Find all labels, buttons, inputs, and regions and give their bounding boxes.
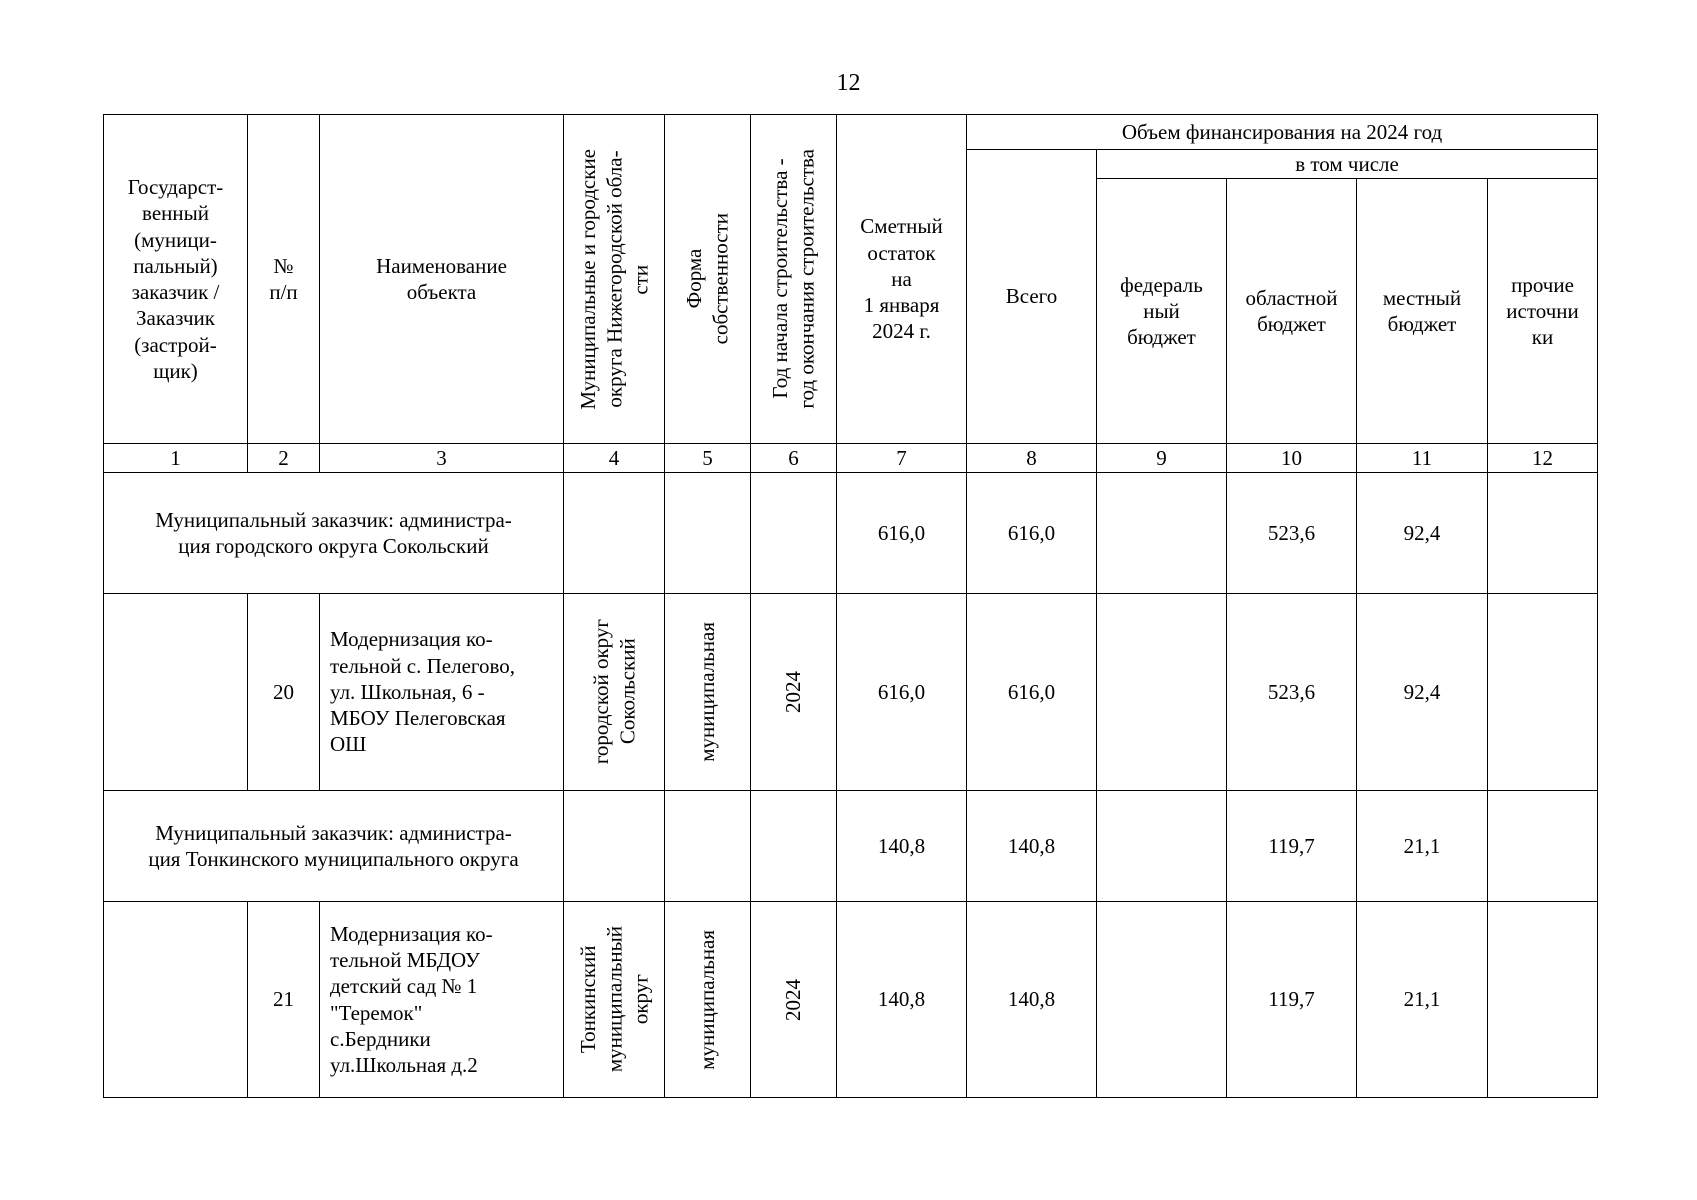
header-municipality: Муниципальные и городские округа Нижегородской обла- сти xyxy=(564,115,665,444)
column-number: 2 xyxy=(248,444,320,473)
object-name-cell: Модернизация ко- тельной с. Пелегово, ул. Школьная, 6 - МБОУ Пелеговская ОШ xyxy=(320,594,564,791)
ownership-cell xyxy=(665,473,751,594)
federal-cell xyxy=(1097,473,1227,594)
customer-cell: Муниципальный заказчик: администра- ция Тонкинского муниципального округа xyxy=(104,791,564,902)
header-ownership: Форма собственности xyxy=(665,115,751,444)
years-cell: 2024 xyxy=(751,902,837,1098)
header-including: в том числе xyxy=(1097,150,1598,179)
column-number: 1 xyxy=(104,444,248,473)
regional-cell: 523,6 xyxy=(1227,473,1357,594)
column-number: 11 xyxy=(1357,444,1488,473)
total-cell: 140,8 xyxy=(967,791,1097,902)
column-number: 6 xyxy=(751,444,837,473)
header-financing: Объем финансирования на 2024 год xyxy=(967,115,1598,150)
balance-cell: 140,8 xyxy=(837,902,967,1098)
regional-cell: 523,6 xyxy=(1227,594,1357,791)
total-cell: 616,0 xyxy=(967,594,1097,791)
other-cell xyxy=(1488,594,1598,791)
column-number: 7 xyxy=(837,444,967,473)
header-years: Год начала строительства - год окончания строительства xyxy=(751,115,837,444)
municipality-cell: Тонкинский муниципальный округ xyxy=(564,902,665,1098)
federal-cell xyxy=(1097,791,1227,902)
column-number: 8 xyxy=(967,444,1097,473)
other-cell xyxy=(1488,473,1598,594)
header-regional: областной бюджет xyxy=(1227,179,1357,444)
local-cell: 21,1 xyxy=(1357,902,1488,1098)
regional-cell: 119,7 xyxy=(1227,791,1357,902)
ownership-cell: муниципальная xyxy=(665,902,751,1098)
number-cell: 21 xyxy=(248,902,320,1098)
customer-cell xyxy=(104,902,248,1098)
municipality-cell: городской округ Сокольский xyxy=(564,594,665,791)
header-local: местный бюджет xyxy=(1357,179,1488,444)
local-cell: 92,4 xyxy=(1357,594,1488,791)
table-row-object-20 xyxy=(104,594,1598,791)
balance-cell: 616,0 xyxy=(837,473,967,594)
number-cell: 20 xyxy=(248,594,320,791)
balance-cell: 616,0 xyxy=(837,594,967,791)
column-number: 12 xyxy=(1488,444,1598,473)
years-cell: 2024 xyxy=(751,594,837,791)
municipality-cell xyxy=(564,473,665,594)
column-number-row xyxy=(104,444,1598,473)
page-number: 12 xyxy=(836,70,861,96)
financing-table xyxy=(103,114,1598,1098)
column-number: 4 xyxy=(564,444,665,473)
balance-cell: 140,8 xyxy=(837,791,967,902)
ownership-cell xyxy=(665,791,751,902)
header-balance: Сметный остаток на 1 января 2024 г. xyxy=(837,115,967,444)
table-row-customer-sokolsky xyxy=(104,473,1598,594)
years-cell xyxy=(751,473,837,594)
local-cell: 21,1 xyxy=(1357,791,1488,902)
local-cell: 92,4 xyxy=(1357,473,1488,594)
header-customer: Государст- венный (муници- пальный) заказчик / Заказчик (застрой- щик) xyxy=(104,115,248,444)
total-cell: 140,8 xyxy=(967,902,1097,1098)
other-cell xyxy=(1488,902,1598,1098)
header-federal: федераль ный бюджет xyxy=(1097,179,1227,444)
ownership-cell: муниципальная xyxy=(665,594,751,791)
customer-cell xyxy=(104,594,248,791)
header-row-1 xyxy=(104,115,1598,150)
header-total: Всего xyxy=(967,150,1097,444)
municipality-cell xyxy=(564,791,665,902)
header-object-name: Наименование объекта xyxy=(320,115,564,444)
federal-cell xyxy=(1097,902,1227,1098)
years-cell xyxy=(751,791,837,902)
column-number: 5 xyxy=(665,444,751,473)
table-row-object-21 xyxy=(104,902,1598,1098)
other-cell xyxy=(1488,791,1598,902)
header-other: прочие источни ки xyxy=(1488,179,1598,444)
federal-cell xyxy=(1097,594,1227,791)
customer-cell: Муниципальный заказчик: администра- ция городского округа Сокольский xyxy=(104,473,564,594)
column-number: 10 xyxy=(1227,444,1357,473)
regional-cell: 119,7 xyxy=(1227,902,1357,1098)
total-cell: 616,0 xyxy=(967,473,1097,594)
header-number: № п/п xyxy=(248,115,320,444)
object-name-cell: Модернизация ко- тельной МБДОУ детский сад № 1 "Теремок" с.Бердники ул.Школьная д.2 xyxy=(320,902,564,1098)
table-row-customer-tonkinsky xyxy=(104,791,1598,902)
column-number: 9 xyxy=(1097,444,1227,473)
column-number: 3 xyxy=(320,444,564,473)
